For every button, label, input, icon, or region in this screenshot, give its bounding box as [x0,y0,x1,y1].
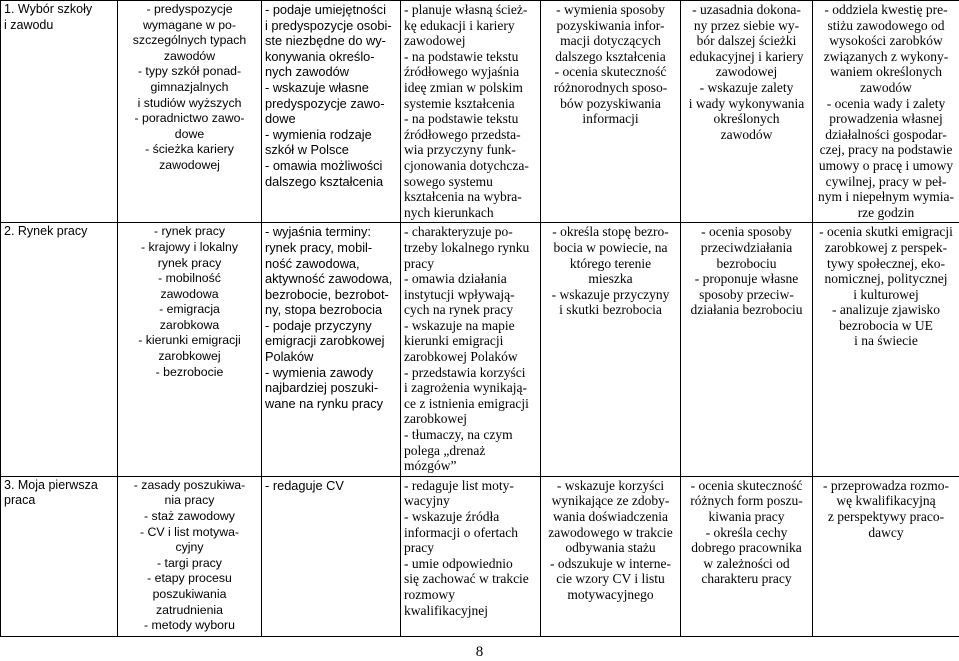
requirement-cell: - przeprowadza rozmo- wę kwalifikacyjną z perspektywy praco- dawcy [813,476,959,636]
requirement-cell: - wskazuje korzyści wynikające ze zdoby- wania doświadczenia zawodowego w trakcie odbywania stażu - odszukuje w interne- cie wzory CV i listu motywacyjnego [541,476,681,636]
requirement-cell [401,476,541,636]
topic-cell: 3. Moja pierwsza praca [1,476,118,636]
content-cell: - zasady poszukiwa- nia pracy - staż zawodowy - CV i list motywa- cyjny - targi pracy - etapy procesu poszukiwania zatrudnienia - metody wyboru [118,476,262,636]
topic-cell: 1. Wybór szkoły i zawodu [1,1,118,223]
table-row [1,476,959,636]
content-cell: - predyspozycje wymagane w po- szczególnych typach zawodów - typy szkół ponad- gimnazjalnych i studiów wyższych - poradnictwo zawo- dowe - ścieżka kariery zawodowej [118,1,262,223]
requirement-cell: - uzasadnia dokona- ny przez siebie wy- bór dalszej ścieżki edukacyjnej i kariery zawodowej - wskazuje zalety i wady wykonywania określonych zawodów [681,1,813,223]
requirement-cell [401,223,541,477]
topic-cell: 2. Rynek pracy [1,223,118,477]
requirement-cell [262,223,401,477]
requirement-text: - charakteryzuje po- trzeby lokalnego rynku pracy - omawia działania instytucji wpływają- cych na rynek pracy - wskazuje na mapie kierunki emigracji zarobkowej Polaków - przedstawia korzyści i zagrożenia wynikają- ce z istnienia emigracji zarobkowej - tłumaczy, na czym polega „drenaż mózgów” [404,224,530,474]
table-row [1,1,959,223]
requirement-text: - wyjaśnia terminy: rynek pracy, mobil- ność zawodowa, aktywność zawodowa, bezrobocie, bezrobot- ny, stopa bezrobocia - podaje przyczyny emigracji zarobkowej Polaków - wymienia zawody najbardziej poszuki- wane na rynku pracy [265,224,393,411]
table-row [1,223,959,477]
requirement-cell: - ocenia skutki emigracji zarobkowej z perspek- tywy społecznej, eko- nomicznej, politycznej i kulturowej - analizuje zjawisko bezrobocia w UE i na świecie [813,223,959,477]
requirement-cell: - ocenia skuteczność różnych form poszu- kiwania pracy - określa cechy dobrego pracownika w zależności od charakteru pracy [681,476,813,636]
requirement-cell: - określa stopę bezro- bocia w powiecie, na którego terenie mieszka - wskazuje przyczyny i skutki bezrobocia [541,223,681,477]
requirement-cell: - ocenia sposoby przeciwdziałania bezrobociu - proponuje własne sposoby przeciw- działania bezrobociu [681,223,813,477]
requirement-cell: - oddziela kwestię pre- stiżu zawodowego od wysokości zarobków związanych z wykony- waniem określonych zawodów - ocenia wady i zalety prowadzenia własnej działalności gospodar- czej, pracy na podstawie umowy o pracę i umowy cywilnej, pracy w peł- nym i niepełnym wymia- rze godzin [813,1,959,223]
requirement-text: - redaguje CV [265,477,344,493]
requirement-cell [401,1,541,223]
requirement-cell [262,1,401,223]
requirement-cell: - wymienia sposoby pozyskiwania infor- macji dotyczących dalszego kształcenia - ocenia skuteczność różnorodnych sposo- bów pozyskiwania informacji [541,1,681,223]
requirement-text: - planuje własną ścież- kę edukacji i kariery zawodowej - na podstawie tekstu źródłowego wyjaśnia ideę zmian w polskim systemie kształcenia - na podstawie tekstu źródłowego przedsta- wia przyczyny funk- cjonowania dotychcza- sowego systemu kształcenia na wybra- nych kierunkach [404,2,529,220]
content-cell: - rynek pracy - krajowy i lokalny rynek pracy - mobilność zawodowa - emigracja zarobkowa - kierunki emigracji zarobkowej - bezrobocie [118,223,262,477]
requirement-cell [262,476,401,636]
requirement-text: - podaje umiejętności i predyspozycje osobi- ste niezbędne do wy- konywania określo- nych zawodów - wskazuje własne predyspozycje zawo- dowe - wymienia rodzaje szkół w Polsce - omawia możliwości dalszego kształcenia [265,2,392,189]
page-number: 8 [475,644,484,660]
requirement-text: - redaguje list moty- wacyjny - wskazuje źródła informacji o ofertach pracy - umie odpowiednio się zachować w trakcie rozmowy kwalifikacyjnej [404,477,529,618]
